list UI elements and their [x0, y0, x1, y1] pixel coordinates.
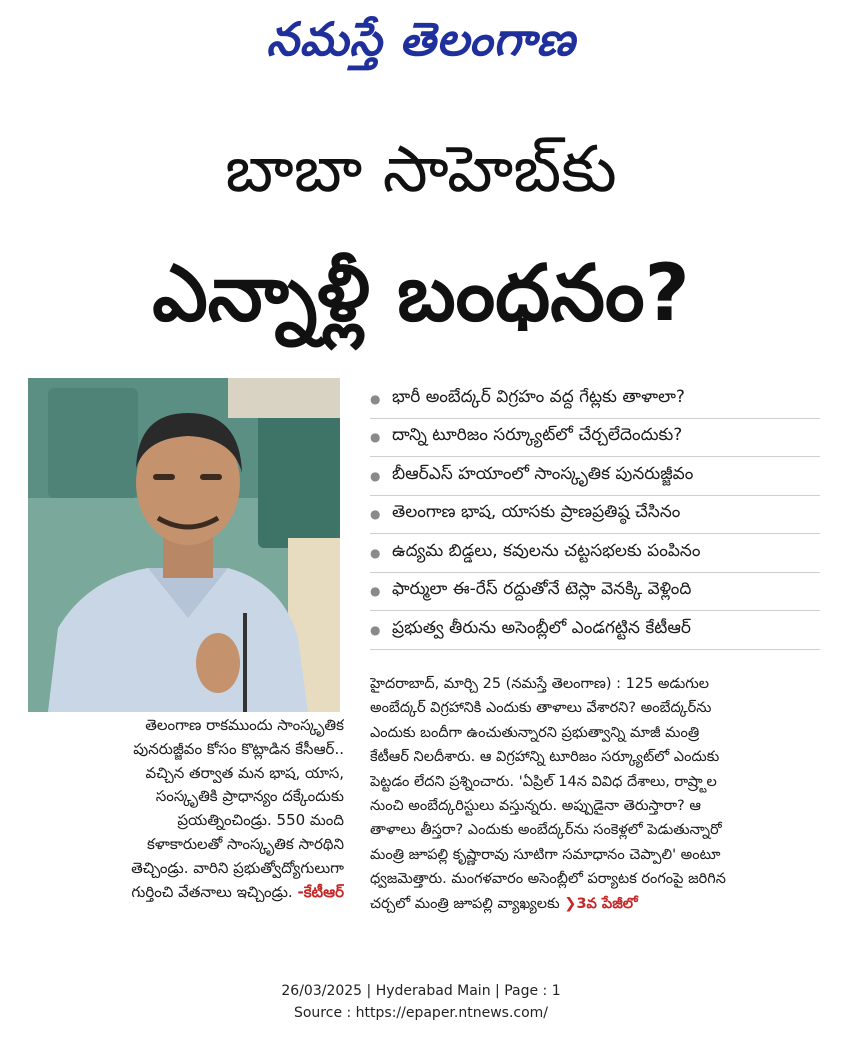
article-last-line	[370, 892, 822, 916]
bullet-icon: ●	[370, 430, 381, 445]
caption-last-text: గుర్తించి వేతనాలు ఇచ్చిండ్రు.	[131, 882, 293, 901]
speaker-photo-image	[28, 378, 340, 712]
article-body	[370, 672, 822, 952]
bullet-icon: ●	[370, 584, 381, 599]
article-line: హైదరాబాద్, మార్చి 25 (నమస్తే తెలంగాణ) : 125 అడుగుల	[370, 676, 710, 692]
caption-line: పునరుజ్జీవం కోసం కొట్లాడిన కేసీఆర్..	[133, 739, 344, 758]
caption-credit: -కేటీఆర్	[297, 882, 344, 901]
highlight-text: దాన్ని టూరిజం సర్క్యూట్‌లో చేర్చలేదెందుకు?	[392, 425, 683, 446]
highlight-text: ఫార్ములా ఈ-రేస్ రద్దుతోనే టెస్లా వెనక్కి వెళ్లింది	[392, 579, 692, 600]
highlight-text: బీఆర్‌ఎస్ హయాంలో సాంస్కృతిక పునరుజ్జీవం	[392, 463, 694, 484]
article-line: పెట్టడం లేదని ప్రశ్నించారు. 'ఏప్రిల్ 14న వివిధ దేశాలు, రాష్ర్టాల	[370, 773, 717, 790]
speaker-photo	[28, 378, 340, 712]
bullet-icon: ●	[370, 507, 381, 522]
highlight-item	[370, 573, 820, 612]
continued-on-page[interactable]: 3వ పేజీలో	[576, 895, 638, 912]
highlight-item	[370, 380, 820, 419]
bullet-icon: ●	[370, 468, 381, 483]
caption-line: తెలంగాణ రాకముందు సాంస్కృతిక	[145, 716, 344, 734]
highlight-text: భారీ అంబేద్కర్ విగ్రహం వద్ద గేట్లకు తాళాలా?	[392, 386, 685, 407]
highlight-item	[370, 496, 820, 535]
highlight-item	[370, 457, 820, 496]
article-line: కేటీఆర్ నిలదీశారు. ఆ విగ్రహాన్ని టూరిజం సర్క్యూట్‌లో ఎందుకు	[370, 749, 720, 766]
highlight-item	[370, 419, 820, 458]
caption-line: కళాకారులతో సాంస్కృతిక సారథిని	[147, 834, 344, 853]
article-line: తాళాలు తీస్తరా? ఎందుకు అంబేద్కర్‌ను సంకెళ్లలో పెడుతున్నారో	[370, 822, 722, 839]
article-line: మంత్రి జూపల్లి కృష్ణారావు సూటిగా సమాధానం చెప్పాలి' అంటూ	[370, 846, 721, 863]
source-link[interactable]: Source : https://epaper.ntnews.com/	[293, 1005, 549, 1021]
bullet-icon: ●	[370, 545, 381, 560]
highlight-item	[370, 611, 820, 650]
headline-line-2: ఎన్నాళ్లీ బంధనం?	[152, 249, 690, 339]
photo-caption	[28, 714, 344, 954]
article-line: నుంచి అంబేద్కరిస్టులు వస్తున్నరు. అప్పుడైనా తెరుస్తారా? ఆ	[370, 798, 701, 815]
article-line: అంబేద్కర్ విగ్రహానికి ఎందుకు తాళాలు వేశారని? అంబేద్కర్‌ను	[370, 700, 712, 717]
newspaper-masthead: నమస్తే తెలంగాణ	[266, 12, 576, 66]
highlights-list	[370, 380, 820, 650]
caption-line: వచ్చిన తర్వాత మన భాష, యాస,	[145, 763, 344, 782]
article-line: ధ్వజమెత్తారు. మంగళవారం అసెంబ్లీలో పర్యాటక రంగంపై జరిగిన	[370, 871, 726, 888]
continued-icon: ❯	[564, 895, 577, 912]
highlight-text: ప్రభుత్వ తీరును అసెంబ్లీలో ఎండగట్టిన కేటీఆర్	[392, 617, 691, 638]
article-last-text: చర్చలో మంత్రి జూపల్లి వ్యాఖ్యలకు	[370, 895, 560, 912]
bullet-icon: ●	[370, 622, 381, 637]
highlight-text: ఉద్యమ బిడ్డలు, కవులను చట్టసభలకు పంపినం	[392, 540, 701, 561]
caption-line: తెచ్చిండ్రు. వారిని ప్రభుత్వోద్యోగులుగా	[131, 858, 344, 877]
caption-line: సంస్కృతికి ప్రాధాన్యం దక్కేందుకు	[155, 787, 344, 806]
page-footer	[0, 980, 842, 1024]
caption-line: ప్రయత్నించిండ్రు. 550 మంది	[177, 811, 344, 830]
highlight-text: తెలంగాణ భాష, యాసకు ప్రాణప్రతిష్ఠ చేసినం	[392, 502, 681, 523]
caption-last-line	[28, 881, 344, 905]
bullet-icon: ●	[370, 391, 381, 406]
article-line: ఎందుకు బందీగా ఉంచుతున్నారని ప్రభుత్వాన్ని మాజీ మంత్రి	[370, 724, 700, 741]
edition-info: 26/03/2025 | Hyderabad Main | Page : 1	[281, 983, 561, 999]
headline-line-1: బాబా సాహెబ్‌కు	[225, 133, 617, 207]
highlight-item	[370, 534, 820, 573]
